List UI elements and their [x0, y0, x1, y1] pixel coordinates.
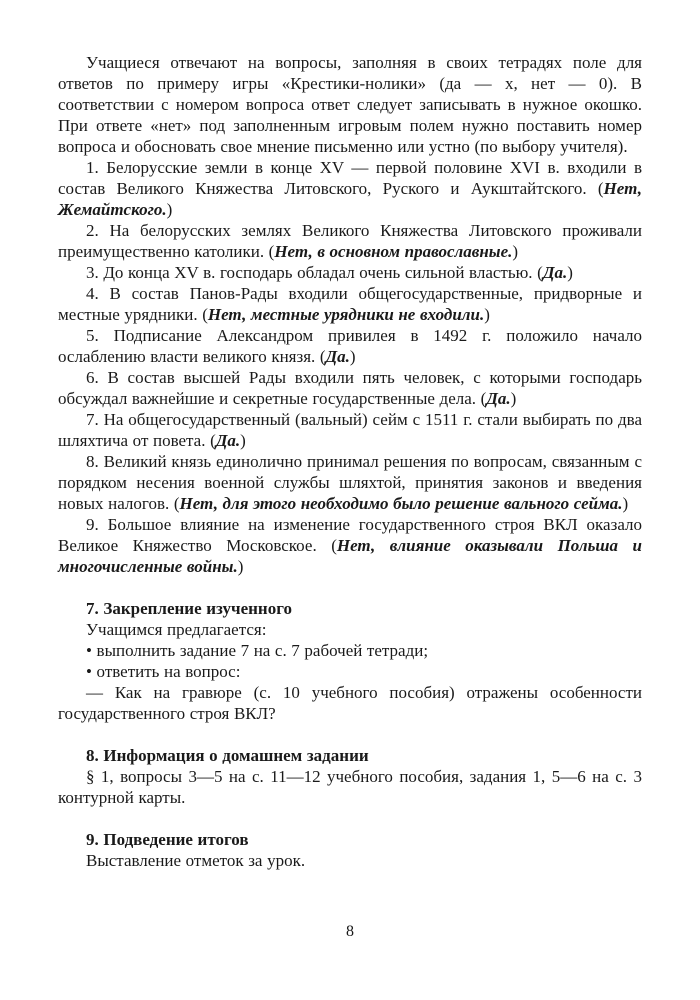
paragraph: [58, 850, 642, 871]
paragraph: [58, 619, 642, 640]
text-segment: ): [237, 557, 244, 576]
answer-text: Да.: [325, 347, 350, 366]
text-segment: ): [622, 494, 629, 513]
text-segment: ): [510, 389, 517, 408]
text-segment: 8. Великий князь единолично принимал решения по вопросам, связанным с порядком несения военной службы шляхтой, принятия законов и введения новых налогов. (: [58, 452, 642, 513]
text-segment: 2. На белорусских землях Великого Княжества Литовского проживали преимущественно католики. (: [58, 221, 642, 261]
list-item: [58, 640, 642, 661]
paragraph: [58, 283, 642, 325]
text-segment: 3. До конца XV в. господарь обладал очень сильной властью. (: [86, 263, 543, 282]
text-segment: 9. Большое влияние на изменение государственного строя ВКЛ оказало Великое Княжество Московское. (: [58, 515, 642, 555]
answer-text: Нет, в основном православные.: [274, 242, 513, 261]
paragraph: [58, 220, 642, 262]
page-content: [58, 52, 642, 871]
text-segment: • выполнить задание 7 на с. 7 рабочей тетради;: [86, 641, 429, 660]
section-heading: [58, 745, 642, 766]
paragraph: [58, 157, 642, 220]
paragraph: [58, 409, 642, 451]
list-item: [58, 661, 642, 682]
paragraph: [58, 766, 642, 808]
text-segment: 4. В состав Панов-Рады входили общегосударственные, придворные и местные урядники. (: [58, 284, 642, 324]
answer-text: Нет, для этого необходимо было решение вального сейма.: [179, 494, 623, 513]
section-heading: [58, 829, 642, 850]
page-number: 8: [346, 923, 354, 940]
paragraph: [58, 514, 642, 577]
section-heading: [58, 598, 642, 619]
text-segment: ): [484, 305, 490, 324]
text-segment: — Как на гравюре (с. 10 учебного пособия) отражены особенности государственного строя ВКЛ?: [58, 683, 642, 723]
paragraph: [58, 682, 642, 724]
answer-text: Да.: [542, 263, 568, 282]
answer-text: Нет, Жемайтского.: [58, 179, 642, 219]
answer-text: Да.: [486, 389, 511, 408]
text-segment: 7. На общегосударственный (вальный) сейм с 1511 г. стали выбирать по два шляхтича от повета. (: [58, 410, 642, 450]
paragraph: [58, 262, 642, 283]
paragraph: [58, 451, 642, 514]
paragraph: [58, 52, 642, 157]
text-segment: 1. Белорусские земли в конце XV — первой половине XVI в. входили в состав Великого Княжества Литовского, Руского и Аукштайтского. (: [58, 158, 642, 198]
answer-text: Да.: [215, 431, 241, 450]
text-segment: 6. В состав высшей Рады входили пять человек, с которыми господарь обсуждал важнейшие и секретные государственные дела. (: [58, 368, 642, 408]
text-segment: 8. Информация о домашнем задании: [86, 746, 369, 765]
text-segment: ): [349, 347, 356, 366]
paragraph: [58, 367, 642, 409]
text-segment: ): [512, 242, 519, 261]
answer-text: Нет, влияние оказывали Польша и многочисленные войны.: [58, 536, 642, 576]
paragraph: [58, 325, 642, 367]
text-segment: Учащиеся отвечают на вопросы, заполняя в своих тетрадях поле для ответов по примеру игры «Крестики-нолики» (да — х, нет — 0). В соответствии с номером вопроса ответ следует записывать в нужное окошко. При ответе «нет» под заполненным игровым полем нужно поставить номер вопроса и обосновать свое мнение письменно или устно (по выбору учителя).: [58, 53, 642, 156]
text-segment: ): [240, 431, 246, 450]
answer-text: Нет, местные урядники не входили.: [207, 305, 485, 324]
text-segment: § 1, вопросы 3—5 на с. 11—12 учебного пособия, задания 1, 5—6 на с. 3 контурной карты.: [58, 767, 642, 807]
text-segment: 5. Подписание Александром привилея в 1492 г. положило начало ослаблению власти великого князя. (: [58, 326, 642, 366]
text-segment: 7. Закрепление изученного: [86, 599, 292, 618]
text-segment: 9. Подведение итогов: [86, 830, 249, 849]
text-segment: Учащимся предлагается:: [86, 620, 267, 639]
text-segment: ): [567, 263, 573, 282]
text-segment: Выставление отметок за урок.: [86, 851, 306, 870]
text-segment: ): [166, 200, 173, 219]
text-segment: • ответить на вопрос:: [86, 662, 241, 681]
